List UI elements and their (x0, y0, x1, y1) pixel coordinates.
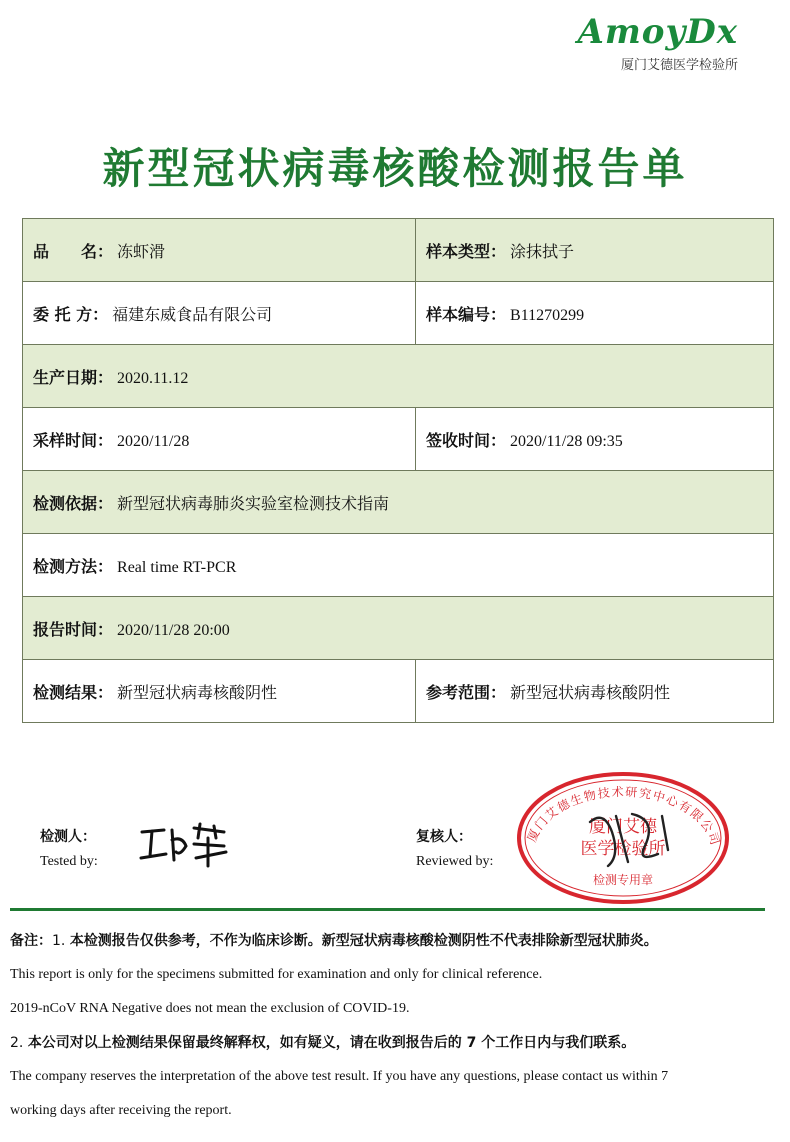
table-row (23, 282, 774, 345)
reviewer-label-cn: 复核人： (416, 829, 472, 845)
product-label: 品 名： (33, 241, 114, 261)
table-row (23, 471, 774, 534)
table-row (23, 597, 774, 660)
seal-center-line2: 医学检验所 (580, 839, 666, 859)
report-table (22, 218, 774, 723)
note-1-en-line-2: 2019-nCoV RNA Negative does not mean the exclusion of COVID-19. (10, 1001, 410, 1016)
reviewer-block (416, 826, 493, 870)
sampling-time-cell (23, 408, 416, 471)
note-1-en-line-1: This report is only for the specimens submitted for examination and only for clinical reference. (10, 967, 543, 982)
report-time-label: 报告时间： (33, 619, 114, 639)
tester-label-cn: 检测人： (40, 829, 96, 845)
table-row (23, 408, 774, 471)
client-value: 福建东威食品有限公司 (112, 304, 273, 324)
divider-line (10, 908, 765, 911)
note-1-cn: 本检测报告仅供参考，不作为临床诊断。新型冠状病毒核酸检测阴性不代表排除新型冠状肺炎。 (69, 933, 658, 949)
note-2-en-line-1: The company reserves the interpretation of the above test result. If you have any questions, please contact us within 7 (10, 1069, 669, 1084)
production-date-label: 生产日期： (33, 367, 114, 387)
method-value: Real time RT-PCR (117, 558, 237, 576)
sample-no-cell (416, 282, 774, 345)
receipt-time-value: 2020/11/28 09:35 (510, 432, 623, 450)
remarks-prefix: 备注： (10, 933, 52, 949)
tester-signature (138, 822, 230, 868)
sample-type-label: 样本类型： (426, 241, 507, 261)
sampling-time-label: 采样时间： (33, 430, 114, 450)
official-seal-stamp (512, 770, 734, 906)
product-value: 冻虾滑 (117, 241, 166, 261)
sample-type-cell (416, 219, 774, 282)
logo-subtitle: 厦门艾德医学检验所 (620, 58, 738, 73)
table-row (23, 219, 774, 282)
logo-wordmark: AmoyDx (577, 12, 738, 52)
table-row (23, 345, 774, 408)
sampling-time-value: 2020/11/28 (117, 432, 190, 450)
basis-value: 新型冠状病毒肺炎实验室检测技术指南 (117, 493, 390, 513)
result-value: 新型冠状病毒核酸阴性 (117, 682, 278, 702)
reference-value: 新型冠状病毒核酸阴性 (510, 682, 671, 702)
seal-ring-text: 厦门艾德生物技术研究中心有限公司 (524, 784, 723, 848)
product-cell (23, 219, 416, 282)
company-logo (577, 12, 738, 73)
method-label: 检测方法： (33, 556, 114, 576)
sample-no-label: 样本编号： (426, 304, 507, 324)
receipt-time-label: 签收时间： (426, 430, 507, 450)
note-1-number: 1. (52, 933, 70, 949)
sample-type-value: 涂抹拭子 (510, 241, 575, 261)
report-time-value: 2020/11/28 20:00 (117, 621, 230, 639)
note-2-cn-line (10, 1026, 780, 1060)
production-date-value: 2020.11.12 (117, 369, 189, 387)
note-2-number: 2. (10, 1035, 28, 1051)
result-cell (23, 660, 416, 723)
receipt-time-cell (416, 408, 774, 471)
tester-block (40, 826, 98, 870)
tester-label-en: Tested by: (40, 854, 98, 869)
basis-cell (23, 471, 774, 534)
sample-no-value: B11270299 (510, 306, 585, 324)
reference-cell (416, 660, 774, 723)
note-2-cn: 本公司对以上检测结果保留最终解释权，如有疑义，请在收到报告后的 7 个工作日内与我们联系。 (27, 1035, 636, 1051)
reviewer-label-en: Reviewed by: (416, 854, 494, 869)
note-1-cn-line (10, 924, 780, 958)
result-label: 检测结果： (33, 682, 114, 702)
report-time-cell (23, 597, 774, 660)
note-2-en-line-2: working days after receiving the report. (10, 1103, 232, 1118)
table-row (23, 534, 774, 597)
client-label: 委 托 方： (33, 304, 109, 324)
method-cell (23, 534, 774, 597)
table-row (23, 660, 774, 723)
seal-bottom-text: 检测专用章 (592, 873, 654, 887)
seal-center-line1: 厦门艾德 (589, 817, 657, 837)
basis-label: 检测依据： (33, 493, 114, 513)
production-date-cell (23, 345, 774, 408)
remarks-section (10, 924, 780, 1128)
reference-label: 参考范围： (426, 682, 507, 702)
client-cell (23, 282, 416, 345)
report-title: 新型冠状病毒核酸检测报告单 (102, 144, 688, 193)
